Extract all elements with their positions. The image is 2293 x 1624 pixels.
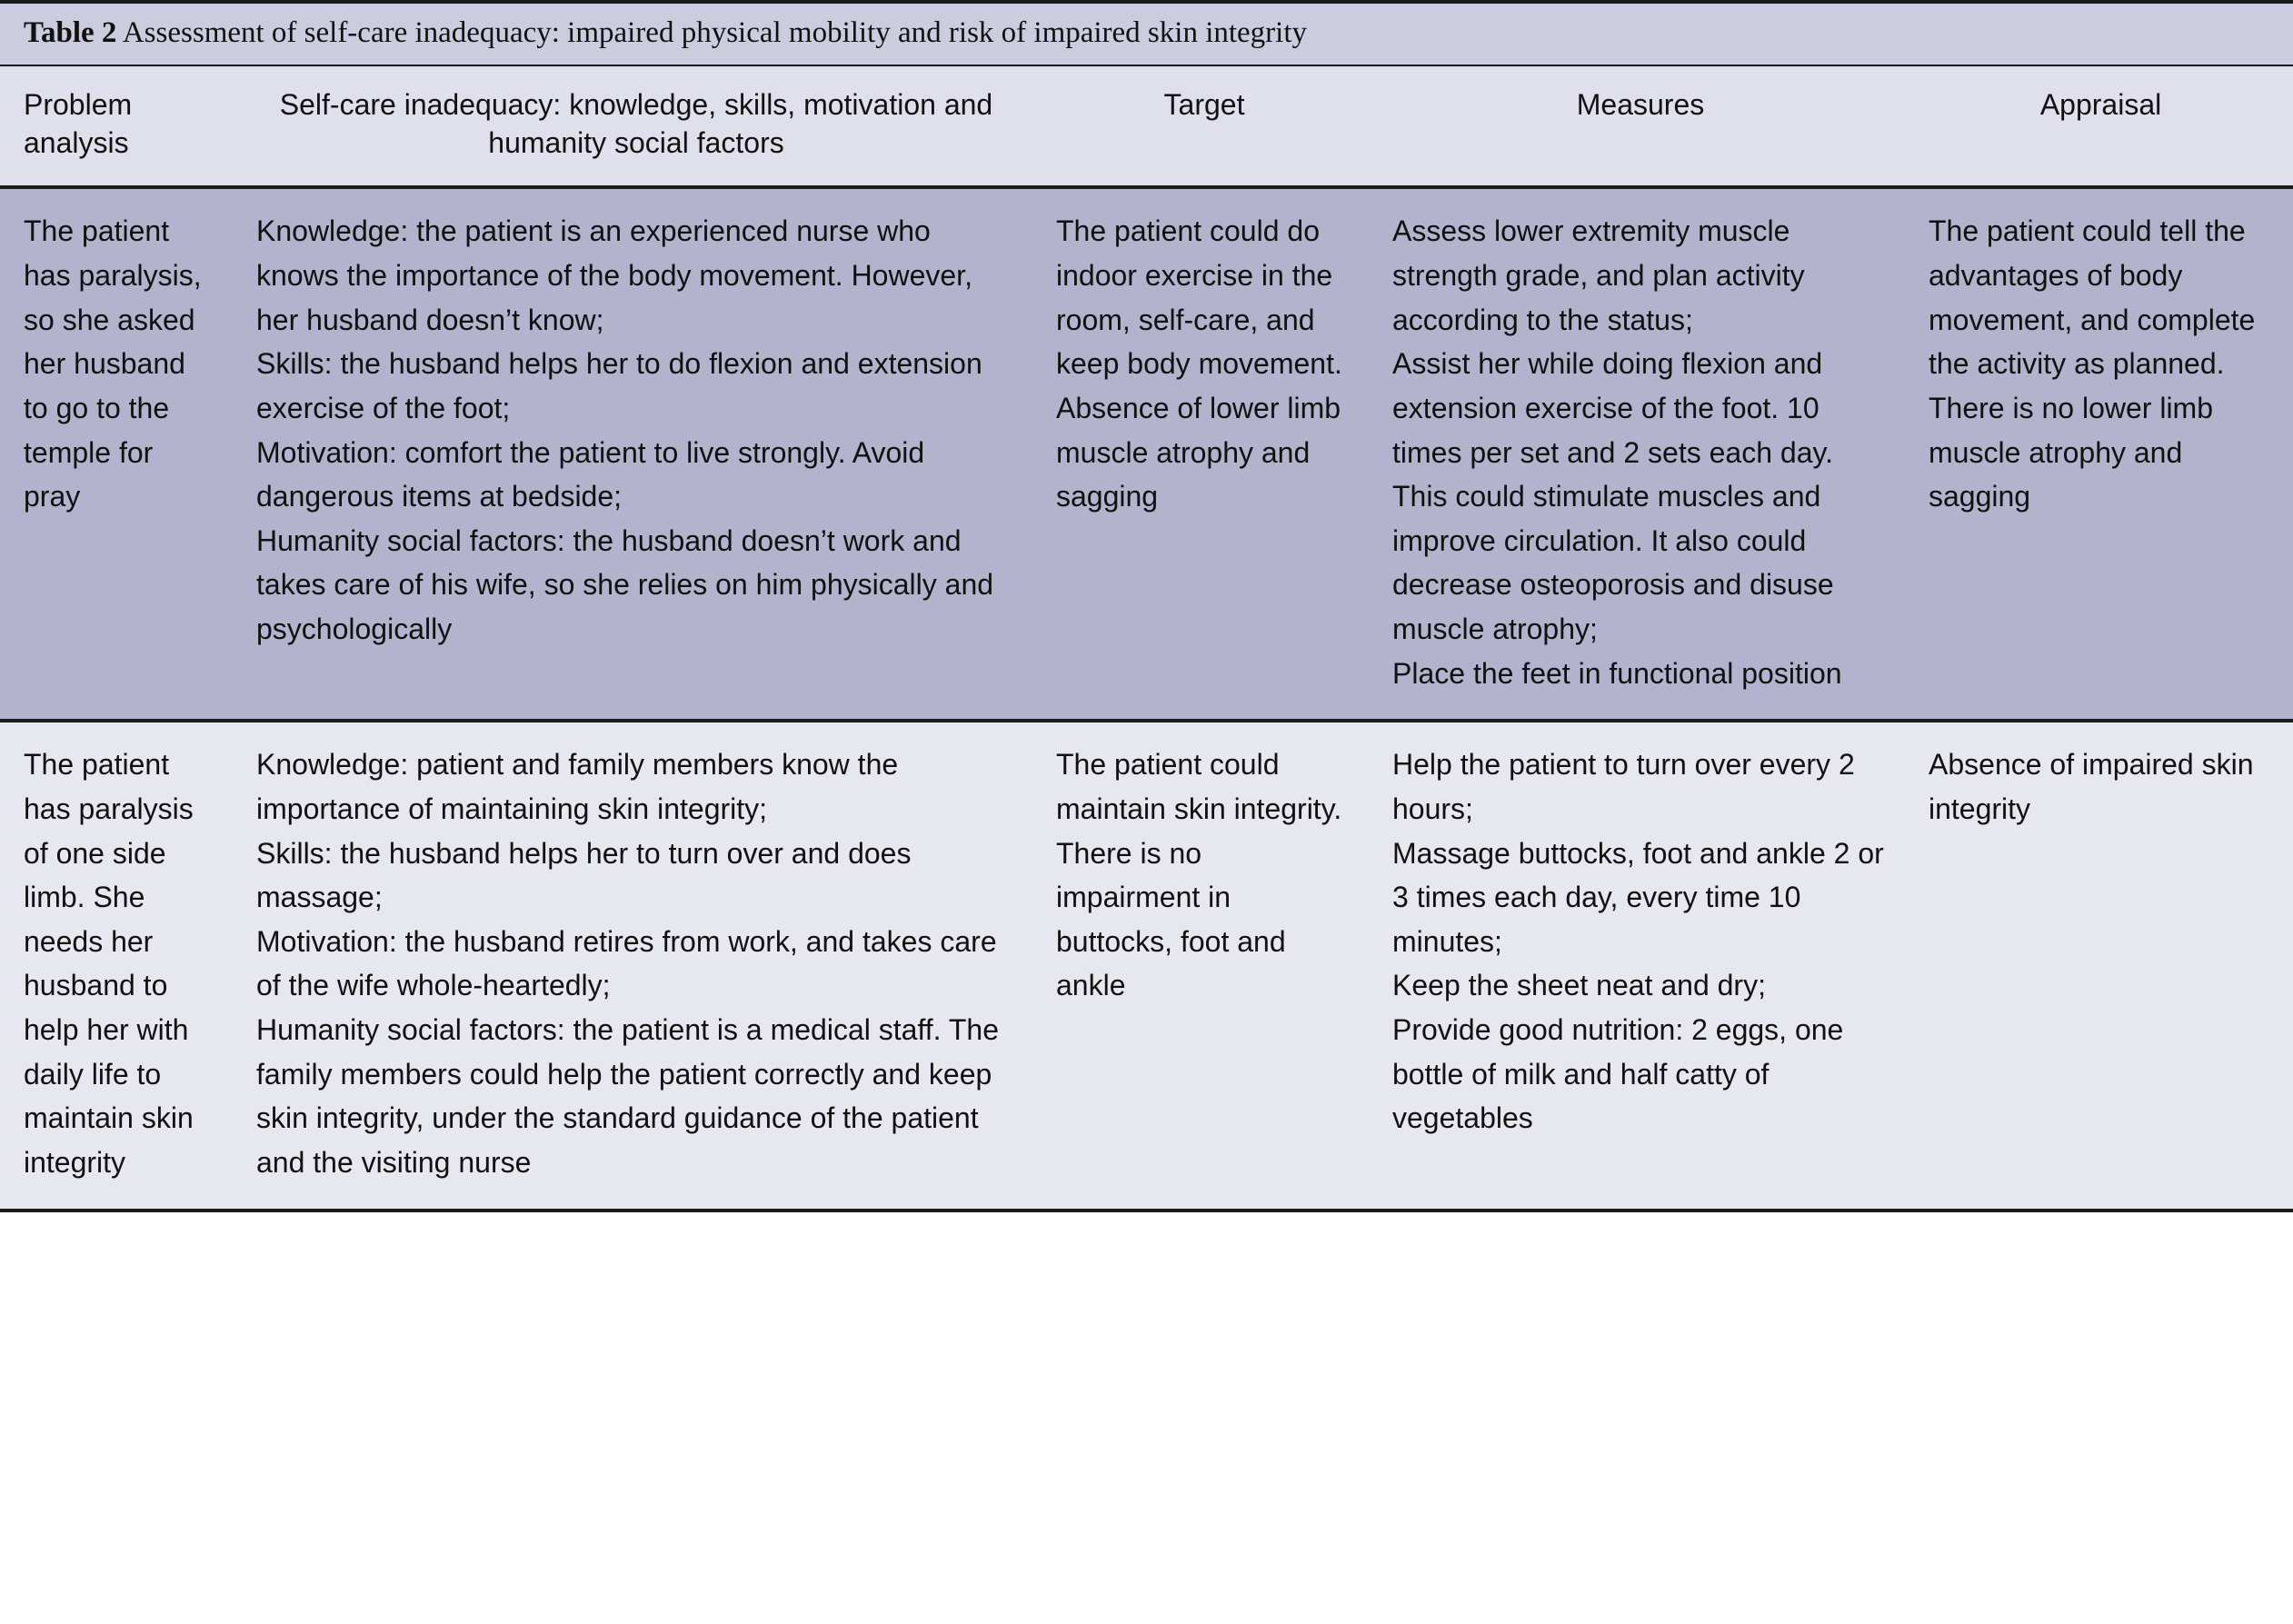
column-header-measures: Measures <box>1372 65 1909 187</box>
table-row <box>0 721 2293 1210</box>
caption-text: Assessment of self-care inadequacy: impaired physical mobility and risk of impaired skin integrity <box>122 16 1308 49</box>
column-header-problem-analysis: Problem analysis <box>0 65 236 187</box>
table-row <box>0 187 2293 721</box>
column-header-self-care-inadequacy: Self-care inadequacy: knowledge, skills, motivation and humanity social factors <box>236 65 1036 187</box>
table-header-row <box>0 65 2293 187</box>
caption-label: Table 2 <box>24 16 117 49</box>
cell-problem-analysis: The patient has paralysis of one side limb. She needs her husband to help her with daily life to maintain skin integrity <box>0 721 236 1210</box>
cell-measures: Help the patient to turn over every 2 hours; Massage buttocks, foot and ankle 2 or 3 times each day, every time 10 minutes; Keep the sheet neat and dry; Provide good nutrition: 2 eggs, one bottle of milk and half catty of vegetables <box>1372 721 1909 1210</box>
cell-problem-analysis: The patient has paralysis, so she asked her husband to go to the temple for pray <box>0 187 236 721</box>
column-header-appraisal: Appraisal <box>1909 65 2293 187</box>
cell-appraisal: Absence of impaired skin integrity <box>1909 721 2293 1210</box>
cell-appraisal: The patient could tell the advantages of body movement, and complete the activity as planned. There is no lower limb muscle atrophy and sagging <box>1909 187 2293 721</box>
cell-target: The patient could maintain skin integrity. There is no impairment in buttocks, foot and ankle <box>1036 721 1372 1210</box>
table-caption <box>0 2 2293 65</box>
column-header-target: Target <box>1036 65 1372 187</box>
cell-self-care-inadequacy: Knowledge: the patient is an experienced nurse who knows the importance of the body movement. However, her husband doesn’t know; Skills: the husband helps her to do flexion and extension exercise of the foot; Motivation: comfort the patient to live strongly. Avoid dangerous items at bedside; Humanity social factors: the husband doesn’t work and takes care of his wife, so she relies on him physically and psychologically <box>236 187 1036 721</box>
cell-target: The patient could do indoor exercise in the room, self-care, and keep body movement. Absence of lower limb muscle atrophy and sagging <box>1036 187 1372 721</box>
cell-measures: Assess lower extremity muscle strength grade, and plan activity according to the status; Assist her while doing flexion and extension exercise of the foot. 10 times per set and 2 sets each day. This could stimulate muscles and improve circulation. It also could decrease osteoporosis and disuse muscle atrophy; Place the feet in functional position <box>1372 187 1909 721</box>
cell-self-care-inadequacy: Knowledge: patient and family members know the importance of maintaining skin integrity; Skills: the husband helps her to turn over and does massage; Motivation: the husband retires from work, and takes care of the wife whole-heartedly; Humanity social factors: the patient is a medical staff. The family members could help the patient correctly and keep skin integrity, under the standard guidance of the patient and the visiting nurse <box>236 721 1036 1210</box>
table-caption-row <box>0 2 2293 65</box>
